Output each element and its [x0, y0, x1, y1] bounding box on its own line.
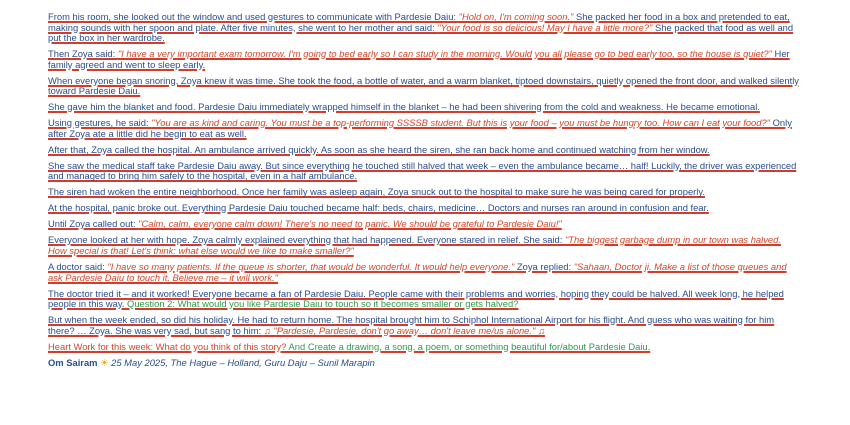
narration-text: But when the week ended, so did his holiday. He had to return home. The hospital brought him to Schiphol International Airport for his flight. And guess who was waiting for him there? … Zoya. She was very sad, but sang to him: — [48, 314, 775, 336]
story-paragraph — [48, 262, 800, 283]
narration-text: The doctor tried it – and it worked! Everyone became a fan of Pardesie Daiu. People came with their problems and worries, hoping they could be halved. All week long, he helped people in this way. — [48, 287, 784, 310]
story-paragraph — [48, 219, 800, 230]
narration-text: She packed her food in a box and pretended to eat, making sounds with her spoon and plate. After five minutes, she went to her mother and said: — [48, 11, 790, 33]
quoted-speech: ♫ "Pardesie, Pardesie, don't go away… don't leave me/us alone." ♫ — [263, 324, 545, 336]
story-paragraph — [48, 118, 800, 139]
question-text: And Create a drawing, a song, a poem, or something beautiful for/about Pardesie Daiu. — [286, 340, 651, 352]
narration-text: Only after Zoya ate a little did he begin to eat as well. — [48, 117, 792, 139]
narration-text: From his room, she looked out the window and used gestures to communicate with Pardesie Daiu: — [48, 11, 459, 22]
quoted-speech: "I have so many patients. If the queue is shorter, that would be wonderful. It would help everyone." — [107, 260, 515, 272]
story-paragraph — [48, 289, 800, 310]
story-paragraph — [48, 315, 800, 336]
narration-text: Then Zoya said: — [48, 48, 118, 60]
story-paragraph — [48, 161, 800, 182]
narration-text: Until Zoya called out: — [48, 218, 139, 230]
narration-text: A doctor said: — [48, 260, 108, 272]
narration-text: She gave him the blanket and food. Pardesie Daiu immediately wrapped himself in the blanket – he had been shivering from the cold and weakness. He became emotional. — [48, 101, 760, 113]
narration-text: Her family agreed and went to sleep early. — [48, 48, 790, 70]
narration-text: She packed that food as well and put the box in her wardrobe. — [48, 21, 794, 44]
signature-line — [48, 358, 800, 369]
quoted-speech: "Calm, calm, everyone calm down! There's no need to panic. We should be grateful to Pardesie Daiu!" — [138, 218, 562, 230]
narration-text: Zoya replied: — [514, 260, 574, 272]
homework-text: Heart Work for this week: What do you think of this story? — [48, 340, 287, 352]
story-paragraph — [48, 203, 800, 214]
narration-text: After that, Zoya called the hospital. An ambulance arrived quickly. As soon as she heard the siren, she ran back home and continued watching from her window. — [48, 143, 710, 155]
narration-text: At the hospital, panic broke out. Everything Pardesie Daiu touched became half: beds, chairs, medicine… Doctors and nurses ran around in confusion and fear. — [48, 202, 709, 214]
quoted-speech: "You are as kind and caring. You must be a top-performing SSSSB student. But this is your food – you must be hungry too. How can I eat your food?" — [151, 117, 771, 129]
story-paragraph — [48, 187, 800, 198]
sun-icon: ☀ — [100, 356, 109, 368]
quoted-speech: "Your food is so delicious! May I have a little more?" — [437, 21, 653, 33]
quoted-speech: "Sahaan, Doctor ji. Make a list of those queues and ask Pardesie Daiu to touch it. Believe me – it will work." — [48, 260, 787, 283]
signature-date-place: 25 May 2025, The Hague – Holland, Guru Daju – Sunil Marapin — [111, 356, 375, 368]
narration-text: When everyone began snoring, Zoya knew it was time. She took the food, a bottle of water, and a warm blanket, tiptoed downstairs, quietly opened the front door, and walked silently toward Pardesie Daiu. — [48, 74, 799, 97]
story-paragraph — [48, 145, 800, 156]
question-text: Question 2: What would you like Pardesie Daiu to touch so it becomes smaller or gets halved? — [124, 298, 519, 310]
story-paragraph — [48, 342, 800, 353]
quoted-speech: "Hold on, I'm coming soon." — [458, 11, 574, 22]
narration-text: She saw the medical staff take Pardesie Daiu away. But since everything he touched still halved that week – even the ambulance became… half! Luckily, the driver was experienced and managed to bring him safely to the hospital, even in a half ambulance. — [48, 159, 797, 182]
narration-text: Using gestures, he said: — [48, 117, 152, 129]
story-paragraph — [48, 102, 800, 113]
narration-text: Everyone looked at her with hope. Zoya calmly explained everything that had happened. Everyone stared in relief. She said: — [48, 234, 565, 246]
narration-text: The siren had woken the entire neighborhood. Once her family was asleep again, Zoya snuck out to the hospital to make sure he was being cared for properly. — [48, 186, 705, 198]
story-paragraph — [48, 12, 800, 44]
story-paragraph — [48, 49, 800, 70]
quoted-speech: "The biggest garbage dump in our town was halved. How special is that! Let's think: what else would we like to make smaller?" — [48, 234, 781, 256]
quoted-speech: "I have a very important exam tomorrow. I'm going to bed early so I can study in the morning. Would you all please go to bed early too, so the house is quiet?" — [117, 48, 772, 60]
signature-name: Om Sairam — [48, 356, 98, 368]
story-document — [48, 12, 800, 374]
story-paragraph — [48, 235, 800, 256]
story-paragraph — [48, 76, 800, 97]
